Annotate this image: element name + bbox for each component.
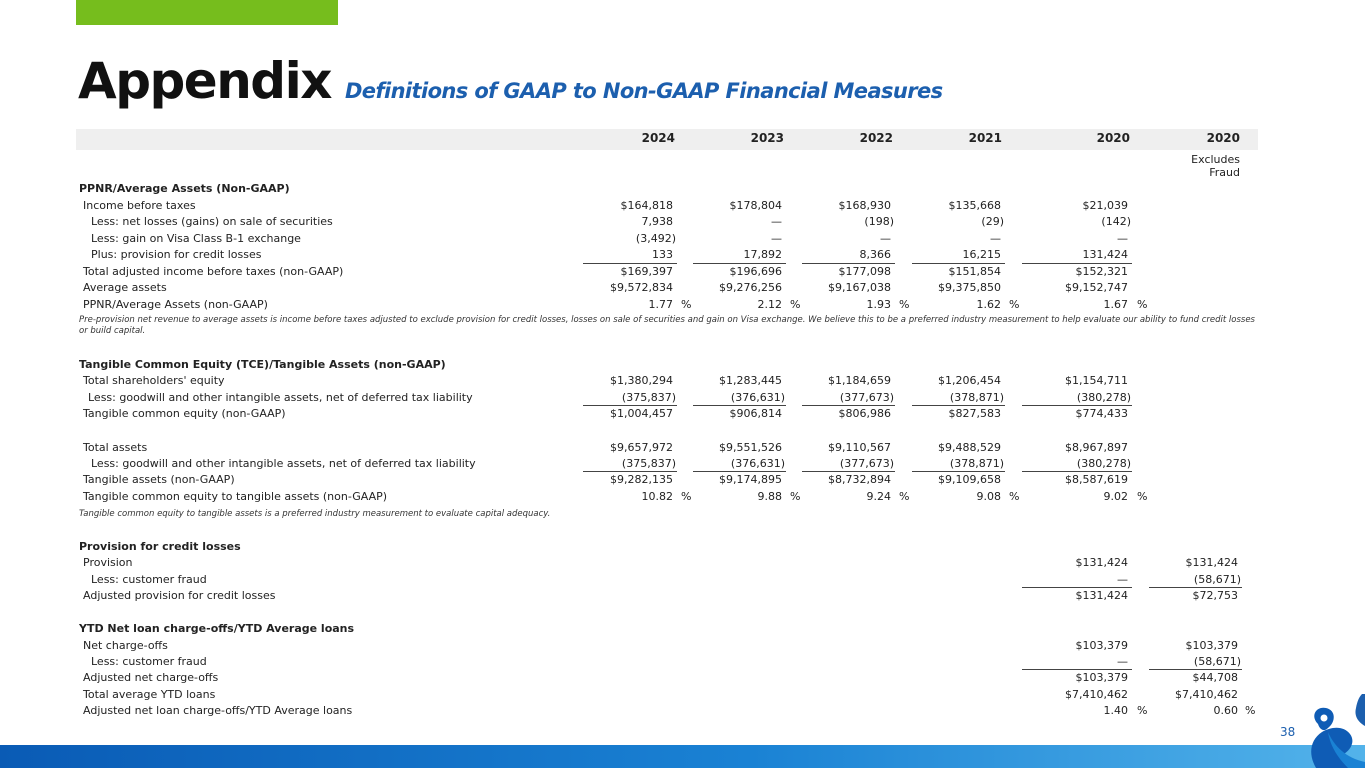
- table-row: Less: goodwill and other intangible assets, net of deferred tax liability (375,837) (376,631) (377,673) (378,871) (380,278): [88, 391, 1131, 404]
- column-header-row: [0, 131, 1365, 145]
- table-row: Total adjusted income before taxes (non-GAAP) $169,397 $196,696 $177,098 $151,854 $152,321: [83, 265, 1128, 278]
- section-heading-ytd: YTD Net loan charge-offs/YTD Average loans: [79, 622, 355, 635]
- page-title-subtitle: Definitions of GAAP to Non-GAAP Financial Measures: [344, 79, 943, 103]
- table-row: Plus: provision for credit losses 133 17,892 8,366 16,215 131,424: [91, 248, 1128, 261]
- table-row: Provision $131,424 $131,424: [83, 556, 1238, 569]
- subtotal-underline: [693, 471, 786, 472]
- subtotal-underline: [1022, 405, 1132, 406]
- section-heading-provision: Provision for credit losses: [79, 540, 241, 553]
- column-header: 2021: [968, 131, 1002, 145]
- page-title: [78, 52, 943, 116]
- table-row: Net charge-offs $103,379 $103,379: [83, 639, 1238, 652]
- subtotal-underline: [583, 405, 677, 406]
- section-heading-ppnr: PPNR/Average Assets (Non-GAAP): [79, 182, 290, 195]
- subtotal-underline: [1022, 471, 1132, 472]
- table-row: Less: goodwill and other intangible assets, net of deferred tax liability (375,837) (376,631) (377,673) (378,871) (380,278): [91, 457, 1131, 470]
- table-row: Less: customer fraud — (58,671): [91, 655, 1241, 668]
- page-title-main: Appendix: [78, 52, 331, 110]
- subtotal-underline: [1022, 587, 1132, 588]
- footnote-tce: Tangible common equity to tangible assets is a preferred industry measurement to evaluate capital adequacy.: [79, 509, 551, 519]
- table-row: PPNR/Average Assets (non-GAAP) 1.77 % 2.12 % 1.93 % 1.62 % 1.67 %: [83, 298, 1148, 311]
- footnote-ppnr: Pre-provision net revenue to average assets is income before taxes adjusted to exclude provision for credit losses, losses on sale of securities and gain on Visa exchange. We believe this to be a preferred industry measurement to help evaluate our ability to fund credit losses or build capital.: [79, 315, 1255, 336]
- section-heading-tce: Tangible Common Equity (TCE)/Tangible Assets (non-GAAP): [79, 358, 446, 371]
- table-row: Adjusted provision for credit losses $131,424 $72,753: [83, 589, 1238, 602]
- subtotal-underline: [1149, 587, 1242, 588]
- subtotal-underline: [802, 263, 895, 264]
- subtotal-underline: [912, 471, 1005, 472]
- table-row: Tangible common equity (non-GAAP) $1,004,457 $906,814 $806,986 $827,583 $774,433: [83, 407, 1128, 420]
- subtotal-underline: [693, 405, 786, 406]
- table-row: Adjusted net loan charge-offs/YTD Average loans 1.40 % 0.60 %: [83, 704, 1256, 717]
- subtotal-underline: [802, 471, 895, 472]
- column-header: 2022: [859, 131, 893, 145]
- subtotal-underline: [583, 471, 677, 472]
- subtotal-underline: [912, 263, 1005, 264]
- column-header: 2024: [641, 131, 675, 145]
- table-row: Adjusted net charge-offs $103,379 $44,708: [83, 671, 1238, 684]
- top-accent-bar: [76, 0, 338, 25]
- table-row: Income before taxes $164,818 $178,804 $168,930 $135,668 $21,039: [83, 199, 1128, 212]
- subtotal-underline: [693, 263, 786, 264]
- subtotal-underline: [912, 405, 1005, 406]
- table-row: Less: net losses (gains) on sale of securities 7,938 — (198) (29) (142): [91, 215, 1131, 228]
- excludes-note-line1: Excludes: [1191, 153, 1240, 166]
- table-row: Total shareholders' equity $1,380,294 $1,283,445 $1,184,659 $1,206,454 $1,154,711: [83, 374, 1128, 387]
- column-header: 2020: [1206, 131, 1240, 145]
- table-row: Total assets $9,657,972 $9,551,526 $9,110,567 $9,488,529 $8,967,897: [83, 441, 1128, 454]
- table-row: Average assets $9,572,834 $9,276,256 $9,167,038 $9,375,850 $9,152,747: [83, 281, 1128, 294]
- subtotal-underline: [1149, 669, 1242, 670]
- table-row: Less: customer fraud — (58,671): [91, 573, 1241, 586]
- page-number: 38: [1280, 725, 1296, 739]
- subtotal-underline: [1022, 263, 1132, 264]
- excludes-note-line2: Fraud: [1209, 166, 1240, 179]
- column-header: 2023: [750, 131, 784, 145]
- ampersand-logo-icon: [1288, 686, 1365, 768]
- footer-band: [0, 745, 1365, 768]
- subtotal-underline: [802, 405, 895, 406]
- table-row: Tangible assets (non-GAAP) $9,282,135 $9,174,895 $8,732,894 $9,109,658 $8,587,619: [83, 473, 1128, 486]
- table-row: Less: gain on Visa Class B-1 exchange (3,492) — — — —: [91, 232, 1128, 245]
- table-row: Total average YTD loans $7,410,462 $7,410,462: [83, 688, 1238, 701]
- subtotal-underline: [583, 263, 677, 264]
- column-header: 2020: [1096, 131, 1130, 145]
- table-row: Tangible common equity to tangible assets (non-GAAP) 10.82 % 9.88 % 9.24 % 9.08 % 9.02 %: [83, 490, 1148, 503]
- subtotal-underline: [1022, 669, 1132, 670]
